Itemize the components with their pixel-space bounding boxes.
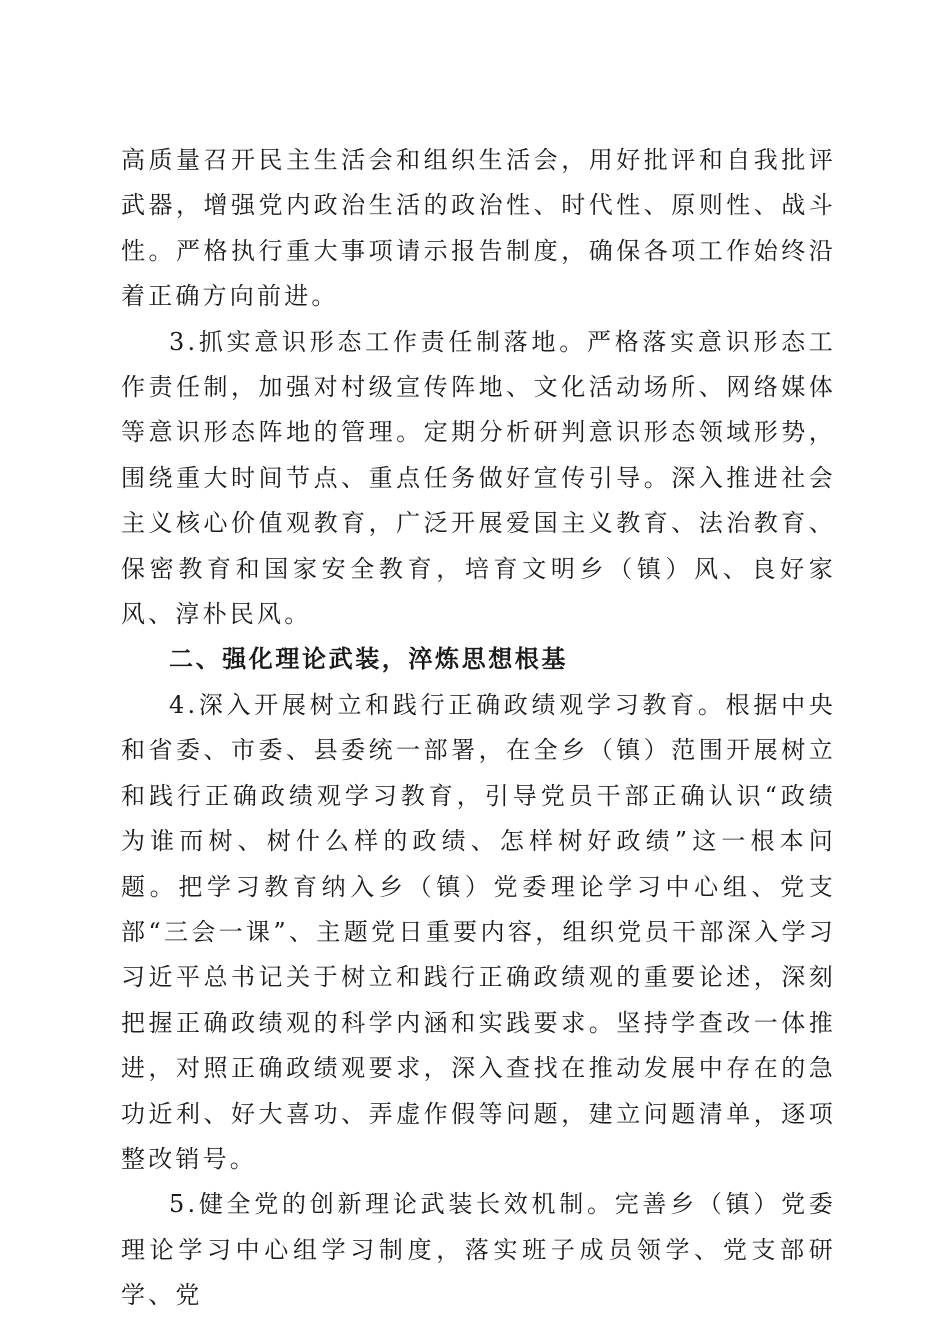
paragraph-item-4: 4.深入开展树立和践行正确政绩观学习教育。根据中央和省委、市委、县委统一部署，在全乡（镇）范围开展树立和践行正确政绩观学习教育，引导党员干部正确认识“政绩为谁而树、树什么样的政绩、怎样树好政绩”这一根本问题。把学习教育纳入乡（镇）党委理论学习中心组、党支部“三会一课”、主题党日重要内容，组织党员干部深入学习习近平总书记关于树立和践行正确政绩观的重要论述，深刻把握正确政绩观的科学内涵和实践要求。坚持学查改一体推进，对照正确政绩观要求，深入查找在推动发展中存在的急功近利、好大喜功、弄虚作假等问题，建立问题清单，逐项整改销号。 bbox=[121, 690, 836, 1173]
paragraph-item-3: 3.抓实意识形态工作责任制落地。严格落实意识形态工作责任制，加强对村级宣传阵地、文化活动场所、网络媒体等意识形态阵地的管理。定期分析研判意识形态领域形势，围绕重大时间节点、重点任务做好宣传引导。深入推进社会主义核心价值观教育，广泛开展爱国主义教育、法治教育、保密教育和国家安全教育，培育文明乡（镇）风、良好家风、淳朴民风。 bbox=[121, 327, 836, 629]
paragraph-item-5: 5.健全党的创新理论武装长效机制。完善乡（镇）党委理论学习中心组学习制度，落实班子成员领学、党支部研学、党 bbox=[121, 1190, 836, 1310]
document-body bbox=[121, 138, 836, 1319]
section-heading: 二、强化理论武装，淬炼思想根基 bbox=[169, 645, 568, 674]
paragraph-continuation: 高质量召开民主生活会和组织生活会，用好批评和自我批评武器，增强党内政治生活的政治性、时代性、原则性、战斗性。严格执行重大事项请示报告制度，确保各项工作始终沿着正确方向前进。 bbox=[121, 146, 836, 311]
